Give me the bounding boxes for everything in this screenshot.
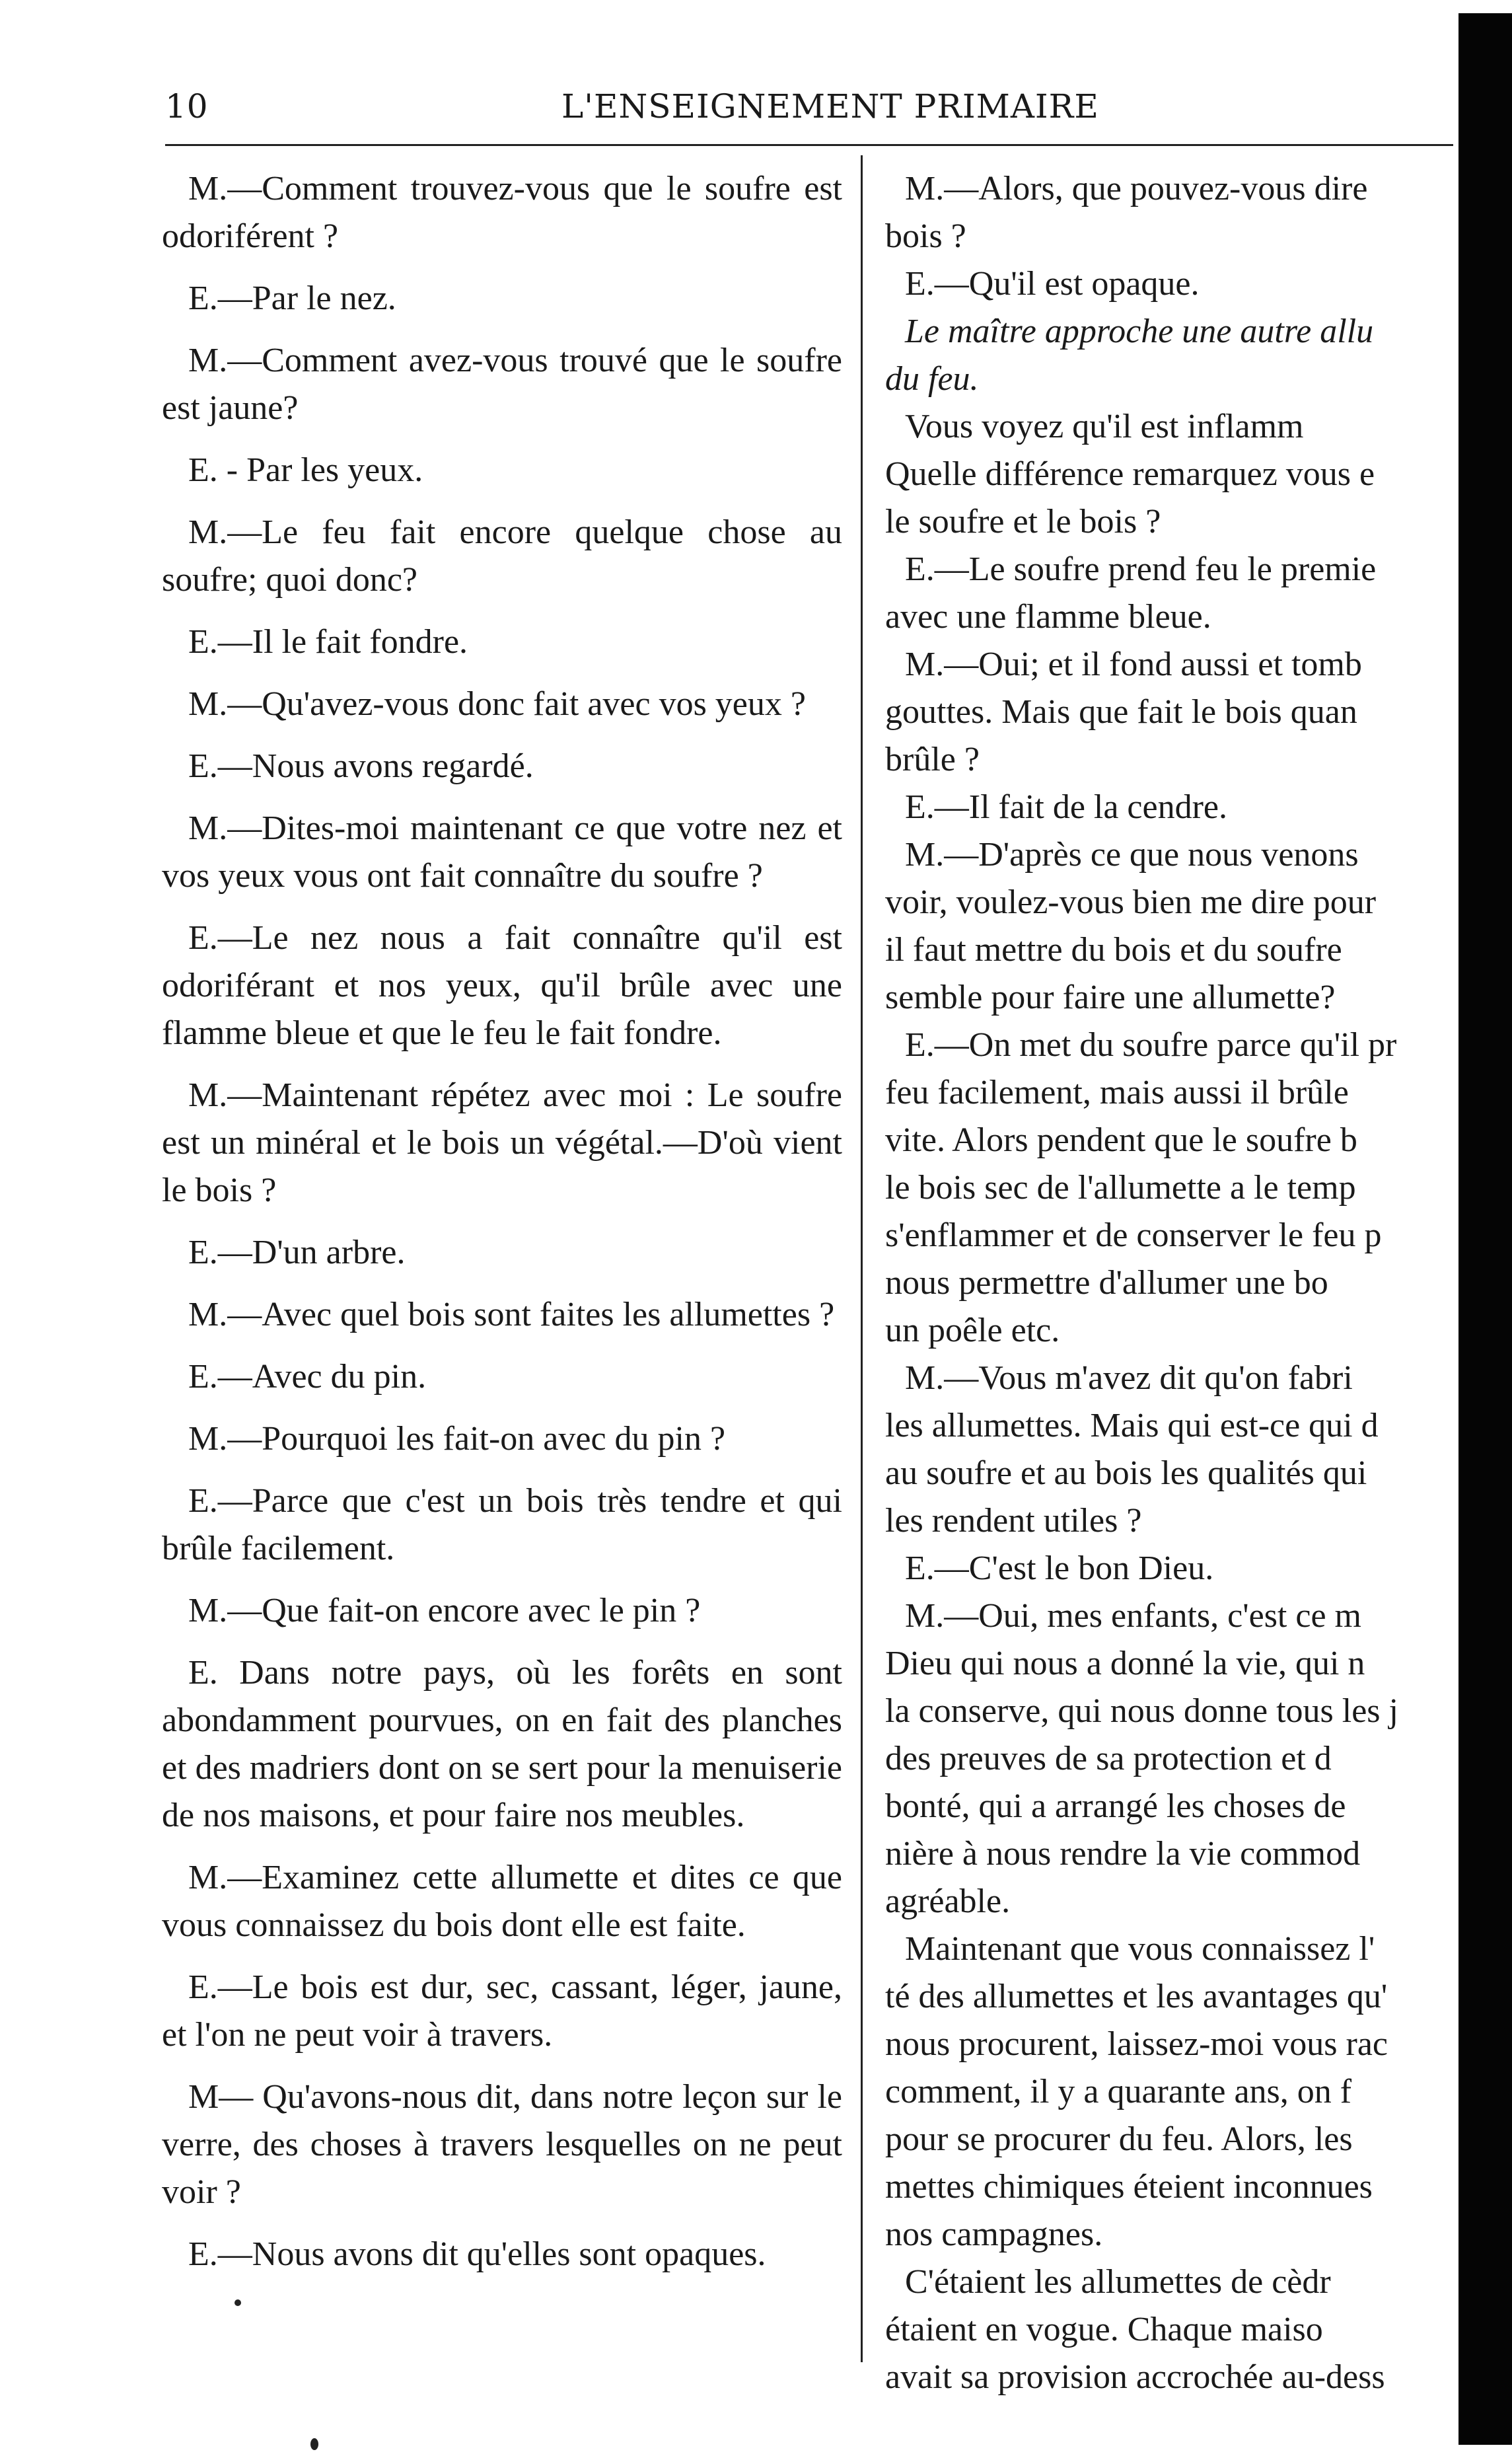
dialogue-line: E.—Nous avons dit qu'elles sont opaques.: [188, 2235, 766, 2273]
ink-speck: [234, 2299, 241, 2306]
text-line: agréable.: [885, 1882, 1011, 1920]
text-line: bois ?: [885, 217, 966, 255]
text-line: comment, il y a quarante ans, on f: [885, 2073, 1352, 2110]
text-line: gouttes. Mais que fait le bois quan: [885, 693, 1357, 731]
text-line: avec une flamme bleue.: [885, 598, 1211, 636]
dialogue-line: E. Dans notre pays, où les forêts en sont abondamment pourvues, on en fait des planches et des madriers dont on se sert pour la menuiserie de nos maisons, et pour faire nos meubles.: [162, 1654, 842, 1834]
dialogue-line: M.—Maintenant répétez avec moi : Le soufre est un minéral et le bois un végétal.—D'où vient le bois ?: [162, 1076, 842, 1209]
dialogue-line: E.—Par le nez.: [188, 280, 396, 317]
right-column: [885, 165, 1453, 2396]
text-line: pour se procurer du feu. Alors, les: [885, 2120, 1353, 2158]
dialogue-line: E.—Le nez nous a fait connaître qu'il est odoriférant et nos yeux, qu'il brûle avec une flamme bleue et que le feu le fait fondre.: [162, 919, 842, 1052]
column-divider: [861, 155, 863, 2362]
text-line: C'étaient les allumettes de cèdr: [905, 2263, 1331, 2301]
text-line: E.—Le soufre prend feu le premie: [905, 550, 1377, 588]
header-rule: [165, 144, 1453, 146]
text-line: vite. Alors pendent que le soufre b: [885, 1121, 1357, 1159]
dialogue-line: M.—Que fait-on encore avec le pin ?: [188, 1592, 701, 1629]
text-line: M.—Oui; et il fond aussi et tomb: [905, 646, 1362, 683]
stage-direction: Le maître approche une autre allu: [905, 313, 1374, 350]
text-line: mettes chimiques éteient inconnues: [885, 2168, 1373, 2206]
dialogue-line: E.—D'un arbre.: [188, 1234, 406, 1271]
dialogue-line: M.—Avec quel bois sont faites les allumettes ?: [188, 1296, 835, 1333]
left-column: [162, 165, 842, 2293]
text-line: le soufre et le bois ?: [885, 503, 1161, 540]
text-line: les rendent utiles ?: [885, 1502, 1142, 1540]
text-line: étaient en vogue. Chaque maiso: [885, 2311, 1323, 2348]
text-line: nous permettre d'allumer une bo: [885, 1264, 1328, 1302]
ink-speck: [310, 2438, 318, 2450]
dialogue-line: M.—Comment avez-vous trouvé que le soufre est jaune?: [162, 342, 842, 427]
dialogue-line: E.—Il le fait fondre.: [188, 623, 468, 661]
running-title: L'ENSEIGNEMENT PRIMAIRE: [561, 87, 1099, 126]
text-line: M.—Alors, que pouvez-vous dire: [905, 170, 1368, 207]
page-number: 10: [165, 87, 209, 126]
dialogue-line: M.—Pourquoi les fait-on avec du pin ?: [188, 1420, 726, 1458]
text-line: nière à nous rendre la vie commod: [885, 1835, 1361, 1873]
text-line: M.—Vous m'avez dit qu'on fabri: [905, 1359, 1353, 1397]
text-line: M.—D'après ce que nous venons: [905, 836, 1359, 874]
page-header: [165, 87, 1189, 140]
scan-dark-edge: [1458, 13, 1512, 2445]
text-line: un poêle etc.: [885, 1312, 1060, 1349]
text-line: les allumettes. Mais qui est-ce qui d: [885, 1407, 1379, 1444]
text-line: il faut mettre du bois et du soufre: [885, 931, 1342, 969]
dialogue-line: E.—Le bois est dur, sec, cassant, léger, jaune, et l'on ne peut voir à travers.: [162, 1968, 842, 2054]
stage-direction: du feu.: [885, 360, 979, 398]
text-line: Dieu qui nous a donné la vie, qui n: [885, 1645, 1365, 1682]
text-line: au soufre et au bois les qualités qui: [885, 1454, 1367, 1492]
text-line: E.—Qu'il est opaque.: [905, 265, 1200, 303]
text-line: bonté, qui a arrangé les choses de: [885, 1787, 1346, 1825]
text-line: le bois sec de l'allumette a le temp: [885, 1169, 1356, 1207]
dialogue-line: E. - Par les yeux.: [188, 451, 423, 489]
dialogue-line: E.—Nous avons regardé.: [188, 747, 534, 785]
text-line: des preuves de sa protection et d: [885, 1740, 1332, 1777]
text-line: brûle ?: [885, 741, 980, 778]
text-line: Vous voyez qu'il est inflamm: [905, 408, 1304, 445]
text-line: semble pour faire une allumette?: [885, 979, 1336, 1016]
text-line: la conserve, qui nous donne tous les j: [885, 1692, 1398, 1730]
dialogue-line: M.—Qu'avez-vous donc fait avec vos yeux ?: [188, 685, 806, 723]
dialogue-line: M.—Le feu fait encore quelque chose au soufre; quoi donc?: [162, 513, 842, 599]
dialogue-line: M.—Examinez cette allumette et dites ce que vous connaissez du bois dont elle est faite.: [162, 1859, 842, 1944]
text-line: E.—On met du soufre parce qu'il pr: [905, 1026, 1397, 1064]
text-line: E.—C'est le bon Dieu.: [905, 1549, 1214, 1587]
dialogue-line: M.—Comment trouvez-vous que le soufre est odoriférent ?: [162, 170, 842, 255]
dialogue-line: E.—Avec du pin.: [188, 1358, 427, 1396]
text-line: nos campagnes.: [885, 2216, 1103, 2253]
text-line: Quelle différence remarquez vous e: [885, 455, 1375, 493]
dialogue-line: M— Qu'avons-nous dit, dans notre leçon sur le verre, des choses à travers lesquelles on ne peut voir ?: [162, 2078, 842, 2211]
text-line: feu facilement, mais aussi il brûle: [885, 1074, 1349, 1111]
text-line: s'enflammer et de conserver le feu p: [885, 1216, 1382, 1254]
text-line: Maintenant que vous connaissez l': [905, 1930, 1375, 1968]
dialogue-line: E.—Parce que c'est un bois très tendre et qui brûle facilement.: [162, 1482, 842, 1567]
text-line: avait sa provision accrochée au-dess: [885, 2358, 1385, 2396]
text-line: té des allumettes et les avantages qu': [885, 1978, 1388, 2015]
dialogue-line: M.—Dites-moi maintenant ce que votre nez et vos yeux vous ont fait connaître du soufre ?: [162, 809, 842, 895]
text-line: M.—Oui, mes enfants, c'est ce m: [905, 1597, 1361, 1635]
text-line: nous procurent, laissez-moi vous rac: [885, 2025, 1388, 2063]
text-line: E.—Il fait de la cendre.: [905, 788, 1227, 826]
text-line: voir, voulez-vous bien me dire pour: [885, 883, 1377, 921]
